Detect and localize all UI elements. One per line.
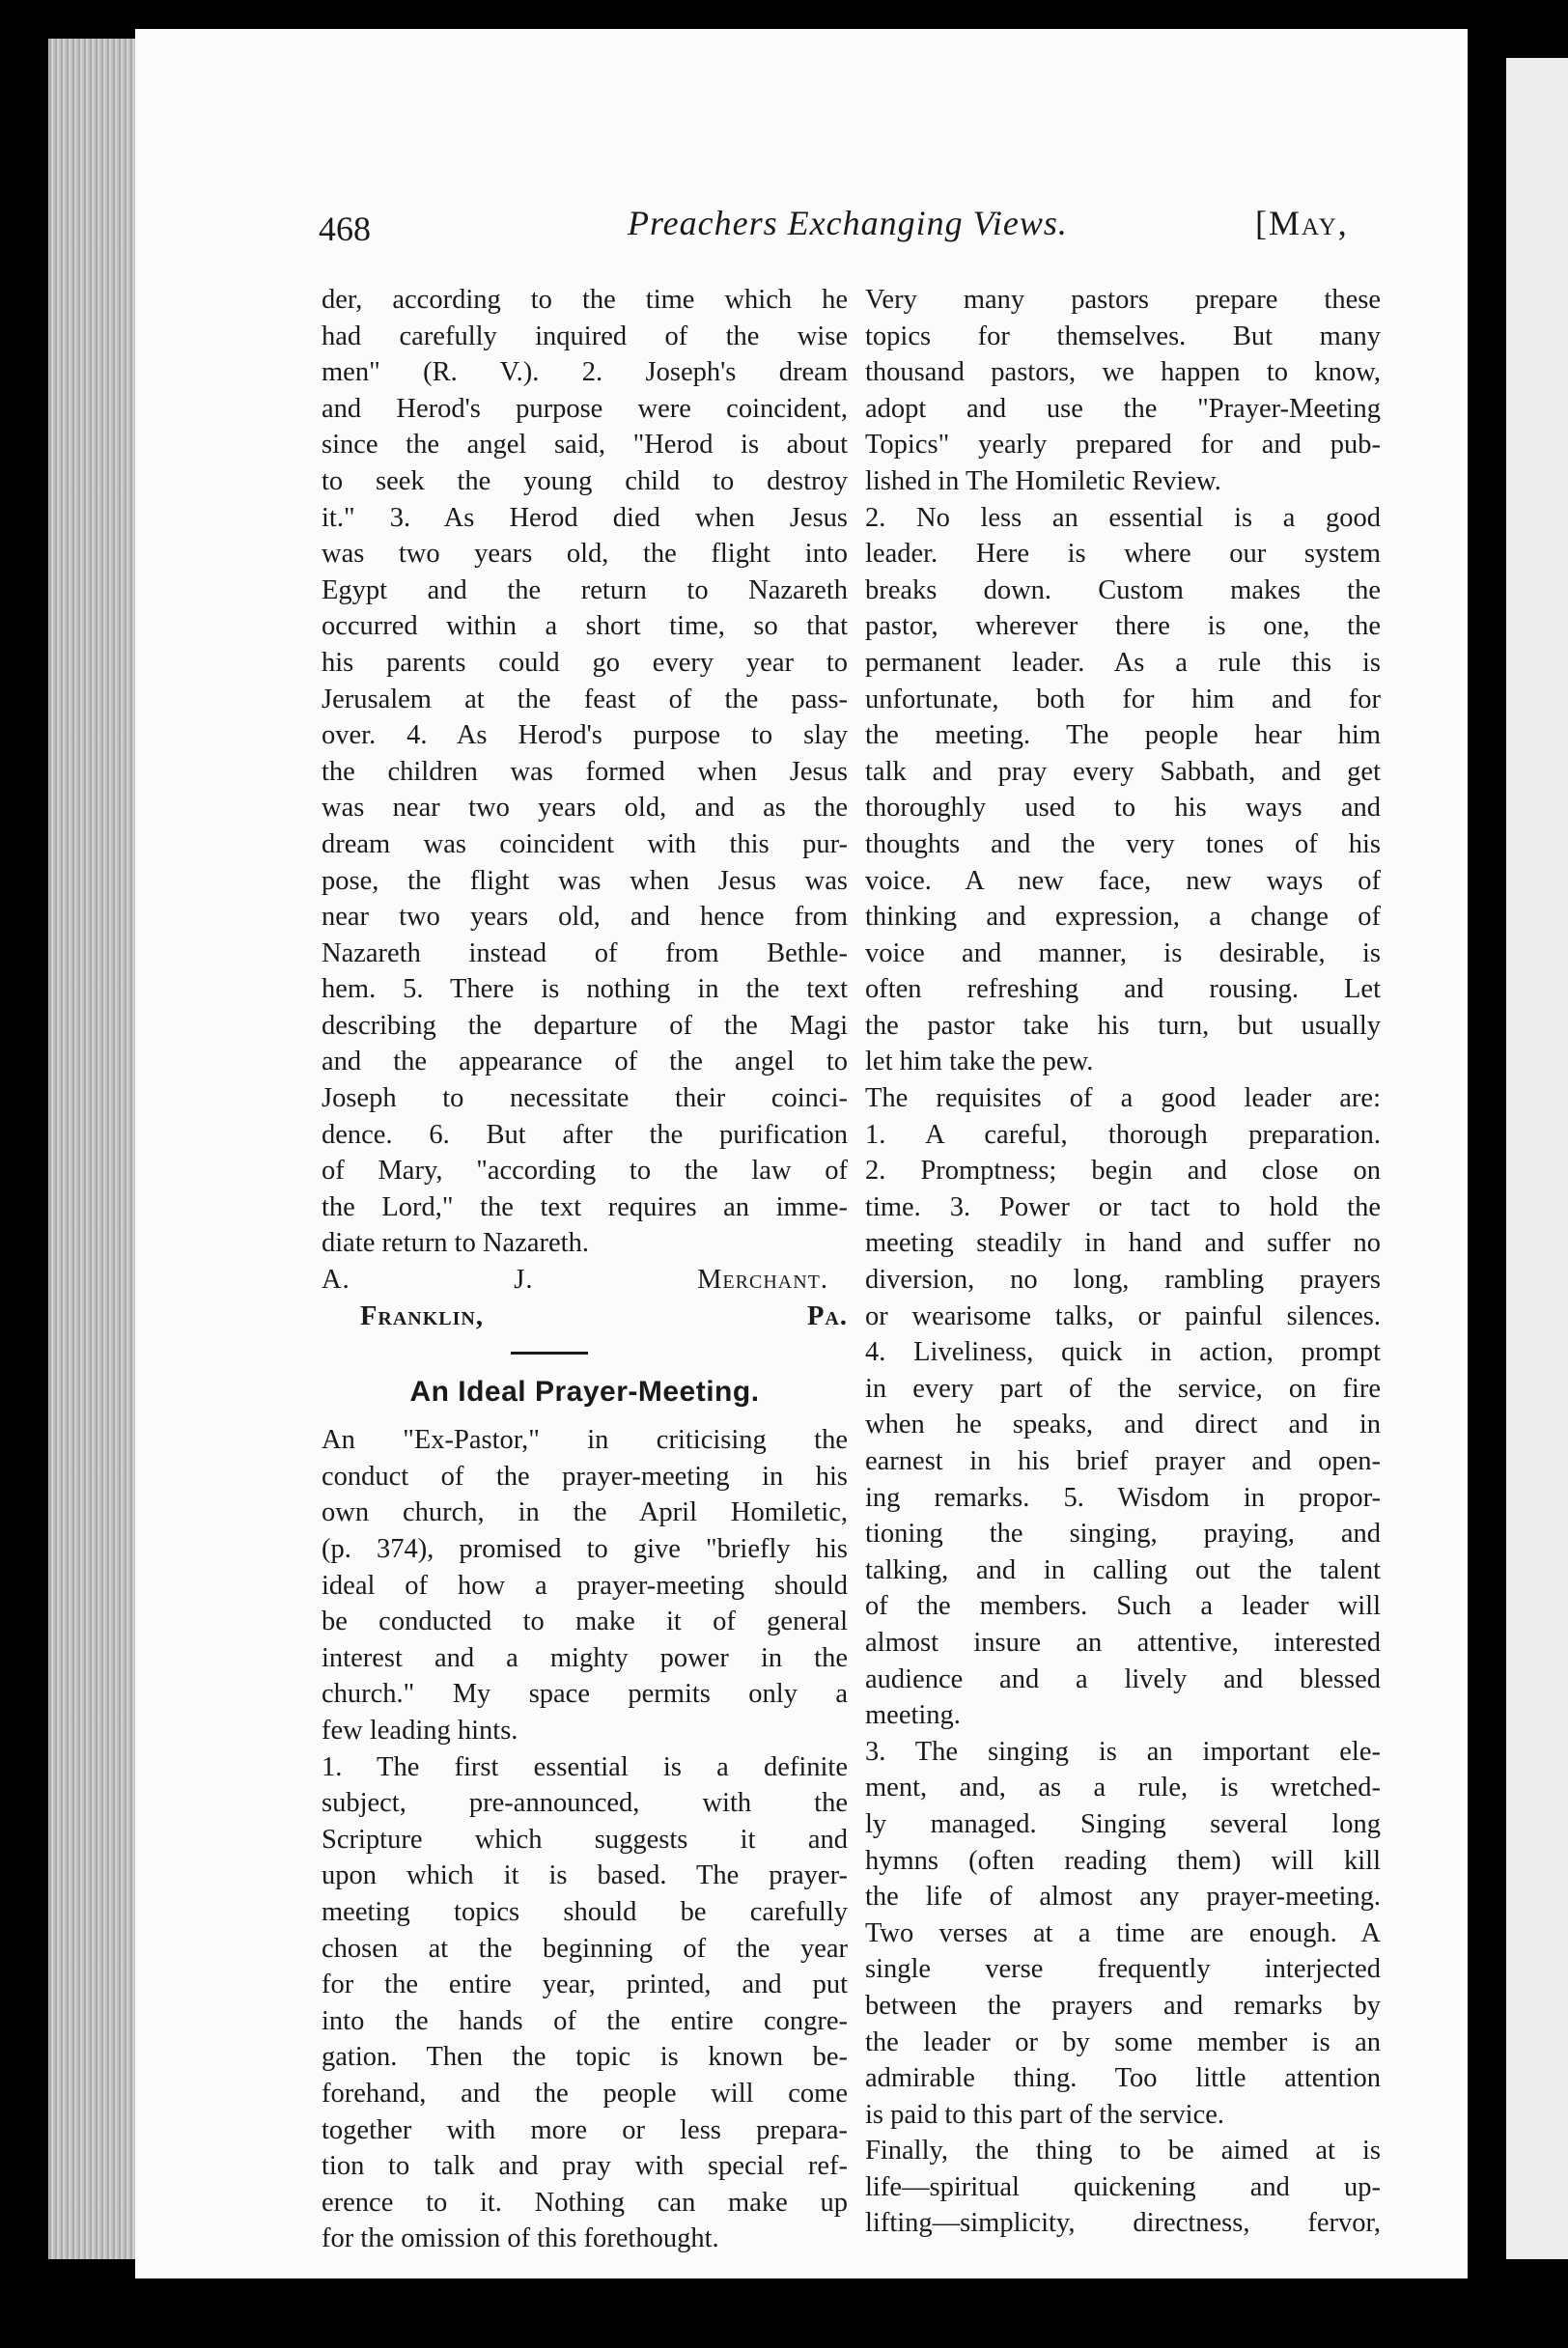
article-continuation [322, 282, 848, 1262]
text-line: had carefully inquired of the wise [322, 321, 848, 351]
text-line: time. 3. Power or tact to hold the [865, 1191, 1381, 1222]
right-column [865, 282, 1381, 2242]
text-line: interest and a mighty power in the [322, 1642, 848, 1673]
text-line: der, according to the time which he [322, 285, 848, 315]
text-line: (p. 374), promised to give "briefly his [322, 1534, 848, 1564]
text-line: upon which it is based. The prayer- [322, 1860, 848, 1891]
text-line: the meeting. The people hear him [865, 720, 1381, 751]
text-line: occurred within a short time, so that [322, 611, 848, 642]
text-line: Two verses at a time are enough. A [865, 1917, 1381, 1948]
running-head [319, 203, 1381, 261]
text-line: audience and a lively and blessed [865, 1663, 1381, 1694]
text-line: diate return to Nazareth. [322, 1228, 589, 1259]
text-line: 1. The first essential is a definite [322, 1751, 848, 1782]
article-body [322, 1422, 848, 2257]
text-line: An "Ex-Pastor," in criticising the [322, 1425, 848, 1456]
left-column [322, 282, 848, 2257]
text-line: thousand pastors, we happen to know, [865, 357, 1381, 388]
text-line: topics for themselves. But many [865, 321, 1381, 351]
text-line: meeting topics should be carefully [322, 1896, 848, 1927]
text-line: voice and manner, is desirable, is [865, 937, 1381, 968]
text-line: conduct of the prayer-meeting in his [322, 1461, 848, 1492]
text-line: thoroughly used to his ways and [865, 793, 1381, 824]
text-line: of Mary, "according to the law of [322, 1156, 848, 1187]
text-line: 1. A careful, thorough preparation. [865, 1119, 1381, 1150]
text-line: dence. 6. But after the purification [322, 1119, 848, 1150]
text-line: often refreshing and rousing. Let [865, 974, 1381, 1005]
text-line: the children was formed when Jesus [322, 756, 848, 787]
text-line: ly managed. Singing several long [865, 1808, 1381, 1839]
text-line: hymns (often reading them) will kill [865, 1845, 1381, 1876]
text-line: for the omission of this forethought. [322, 2223, 719, 2254]
facing-page-edge [1506, 58, 1568, 2259]
text-line: voice. A new face, new ways of [865, 865, 1381, 896]
text-line: talk and pray every Sabbath, and get [865, 756, 1381, 787]
article-body-continued [865, 282, 1381, 2242]
text-line: The requisites of a good leader are: [865, 1083, 1381, 1114]
text-line: Scripture which suggests it and [322, 1824, 848, 1855]
text-line: ment, and, as a rule, is wretched- [865, 1773, 1381, 1803]
text-line: Joseph to necessitate their coinci- [322, 1083, 848, 1114]
text-line: 2. Promptness; begin and close on [865, 1156, 1381, 1187]
text-line: 4. Liveliness, quick in action, prompt [865, 1337, 1381, 1368]
text-line: the Lord," the text requires an imme- [322, 1191, 848, 1222]
text-line: be conducted to make it of general [322, 1607, 848, 1637]
text-line: together with more or less prepara- [322, 2114, 848, 2145]
text-line: Topics" yearly prepared for and pub- [865, 430, 1381, 461]
text-line: over. 4. As Herod's purpose to slay [322, 720, 848, 751]
text-line: men" (R. V.). 2. Joseph's dream [322, 357, 848, 388]
text-line: Jerusalem at the feast of the pass- [322, 684, 848, 714]
text-line: the pastor take his turn, but usually [865, 1010, 1381, 1041]
text-line: into the hands of the entire congre- [322, 2005, 848, 2036]
text-line: talking, and in calling out the talent [865, 1554, 1381, 1585]
text-line: of the members. Such a leader will [865, 1591, 1381, 1622]
text-line: church." My space permits only a [322, 1679, 848, 1710]
text-line: meeting. [865, 1700, 961, 1731]
text-line: Very many pastors prepare these [865, 285, 1381, 315]
text-line: meeting steadily in hand and suffer no [865, 1228, 1381, 1259]
text-line: since the angel said, "Herod is about [322, 430, 848, 461]
text-line: chosen at the beginning of the year [322, 1933, 848, 1964]
text-line: between the prayers and remarks by [865, 1990, 1381, 2021]
text-line: for the entire year, printed, and put [322, 1970, 848, 2000]
text-line: Finally, the thing to be aimed at is [865, 2136, 1381, 2166]
text-line: forehand, and the people will come [322, 2078, 848, 2109]
text-line: leader. Here is where our system [865, 539, 1381, 570]
section-heading: An Ideal Prayer-Meeting. [409, 1376, 760, 1409]
text-line: thinking and expression, a change of [865, 902, 1381, 933]
text-line: was two years old, the flight into [322, 539, 848, 570]
author-signature: A. J. Merchant. [322, 1265, 828, 1296]
text-line: single verse frequently interjected [865, 1954, 1381, 1985]
text-line: the leader or by some member is an [865, 2027, 1381, 2057]
text-line: pastor, wherever there is one, the [865, 611, 1381, 642]
running-title: Preachers Exchanging Views. [628, 204, 1068, 242]
text-line: ideal of how a prayer-meeting should [322, 1570, 848, 1601]
text-line: when he speaks, and direct and in [865, 1410, 1381, 1440]
text-line: tion to talk and pray with special ref- [322, 2151, 848, 2182]
text-line: unfortunate, both for him and for [865, 684, 1381, 714]
text-line: subject, pre-announced, with the [322, 1788, 848, 1819]
text-line: permanent leader. As a rule this is [865, 647, 1381, 678]
text-line: 2. No less an essential is a good [865, 502, 1381, 533]
text-line: and the appearance of the angel to [322, 1047, 848, 1077]
text-line: is paid to this part of the service. [865, 2099, 1224, 2130]
text-line: tioning the singing, praying, and [865, 1519, 1381, 1550]
text-line: hem. 5. There is nothing in the text [322, 974, 848, 1005]
text-line: 3. The singing is an important ele- [865, 1736, 1381, 1767]
text-line: Nazareth instead of from Bethle- [322, 937, 848, 968]
text-line: in every part of the service, on fire [865, 1373, 1381, 1404]
text-line: gation. Then the topic is known be- [322, 2042, 848, 2073]
text-line: admirable thing. Too little attention [865, 2063, 1381, 2094]
section-divider [511, 1352, 588, 1355]
text-line: ing remarks. 5. Wisdom in propor- [865, 1482, 1381, 1513]
text-line: or wearisome talks, or painful silences. [865, 1300, 1381, 1331]
text-line: it." 3. As Herod died when Jesus [322, 502, 848, 533]
text-line: pose, the flight was when Jesus was [322, 865, 848, 896]
page-number: 468 [319, 210, 371, 248]
text-line: describing the departure of the Magi [322, 1010, 848, 1041]
text-line: own church, in the April Homiletic, [322, 1497, 848, 1528]
text-line: erence to it. Nothing can make up [322, 2187, 848, 2218]
text-line: adopt and use the "Prayer-Meeting [865, 393, 1381, 424]
text-line: his parents could go every year to [322, 647, 848, 678]
text-line: let him take the pew. [865, 1047, 1094, 1077]
text-line: lifting—simplicity, directness, fervor, [865, 2208, 1381, 2239]
text-line: almost insure an attentive, interested [865, 1627, 1381, 1658]
text-line: and Herod's purpose were coincident, [322, 393, 848, 424]
text-line: few leading hints. [322, 1715, 518, 1746]
text-line: diversion, no long, rambling prayers [865, 1265, 1381, 1296]
text-line: Egypt and the return to Nazareth [322, 574, 848, 605]
text-line: to seek the young child to destroy [322, 465, 848, 496]
text-line: lished in The Homiletic Review. [865, 465, 1221, 496]
text-line: near two years old, and hence from [322, 902, 848, 933]
running-month: [May, [1255, 204, 1349, 242]
text-line: thoughts and the very tones of his [865, 828, 1381, 859]
text-line: dream was coincident with this pur- [322, 828, 848, 859]
text-line: the life of almost any prayer-meeting. [865, 1882, 1381, 1913]
text-line: earnest in his brief prayer and open- [865, 1446, 1381, 1476]
text-line: life—spiritual quickening and up- [865, 2171, 1381, 2202]
text-line: was near two years old, and as the [322, 793, 848, 824]
author-location: Franklin, Pa. [360, 1300, 848, 1331]
text-line: breaks down. Custom makes the [865, 574, 1381, 605]
